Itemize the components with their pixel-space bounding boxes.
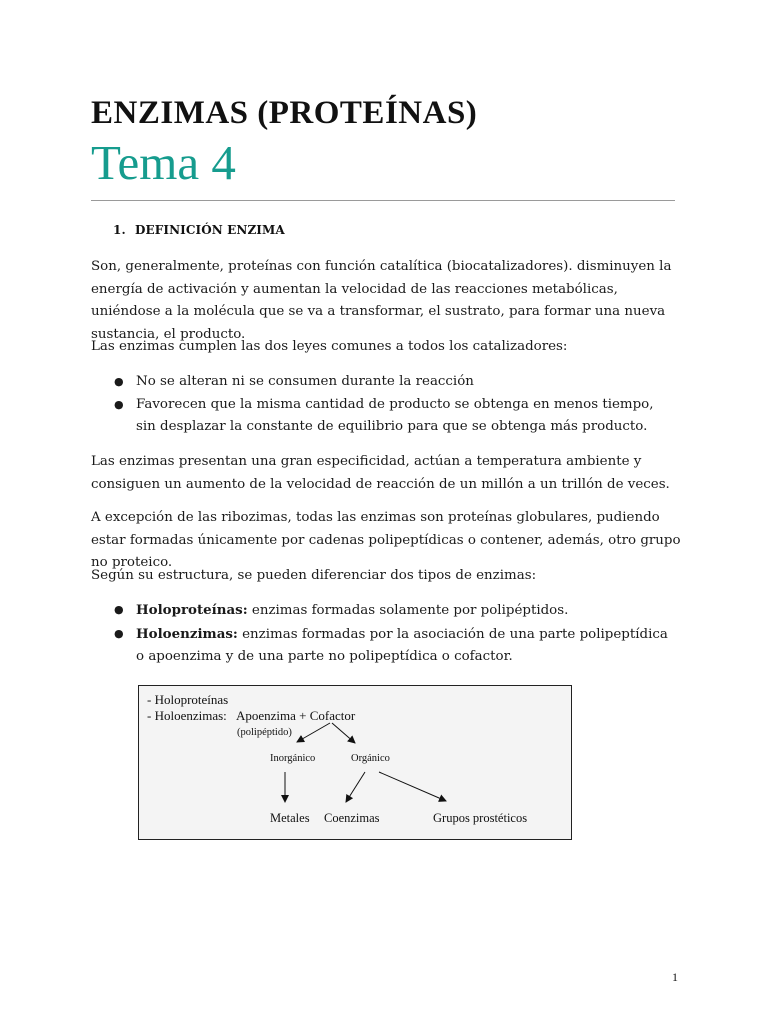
section-number: 1. (113, 223, 126, 237)
arrow-to-grupos (379, 772, 446, 801)
diagram-apoenzima-cofactor: Apoenzima + Cofactor (236, 708, 356, 723)
enzyme-classification-diagram (138, 685, 572, 840)
bullet-icon: ● (114, 626, 124, 640)
arrow-to-inorganico (297, 723, 330, 742)
list-item (113, 599, 673, 623)
diagram-holoenzimas-label: - Holoenzimas: (147, 708, 227, 723)
list-item (113, 371, 673, 394)
bullet-icon: ● (114, 603, 124, 616)
arrow-to-coenzimas (346, 772, 365, 802)
diagram-coenzimas: Coenzimas (324, 811, 380, 825)
document-subtitle: Tema 4 (91, 135, 236, 190)
paragraph-definition: Son, generalmente, proteínas con función catalítica (biocatalizadores). disminuyen la energía de activación y aumentan la velocidad de las reacciones metabólicas, uniéndose a la molécula que se va a transformar, el sustrato, para formar una nueva sustancia, el producto. (91, 259, 672, 342)
diagram-inorganico: Inorgánico (270, 753, 316, 764)
diagram-metales: Metales (270, 811, 310, 825)
laws-list (113, 371, 673, 439)
list-item (113, 394, 673, 439)
list-item (113, 623, 673, 669)
arrow-to-organico (332, 723, 355, 743)
paragraph-specificity: Las enzimas presentan una gran especificidad, actúan a temperatura ambiente y consiguen un aumento de la velocidad de reacción de un millón a un trillón de veces. (91, 454, 670, 492)
bullet-icon: ● (114, 375, 124, 388)
bullet-icon: ● (114, 397, 124, 411)
list-item-text: Favorecen que la misma cantidad de producto se obtenga en menos tiempo, sin desplazar la constante de equilibrio para que se obtenga más producto. (136, 396, 654, 434)
types-list (113, 599, 673, 669)
title-divider (91, 200, 675, 201)
term-holoproteinas: Holoproteínas: (136, 602, 248, 618)
diagram-organico: Orgánico (351, 753, 390, 764)
diagram-polipeptido: (polipéptido) (237, 727, 292, 738)
section-title: DEFINICIÓN ENZIMA (135, 223, 285, 237)
term-holoenzimas: Holoenzimas: (136, 625, 238, 642)
diagram-holoproteinas-label: - Holoproteínas (147, 692, 229, 707)
document-title: ENZIMAS (PROTEÍNAS) (91, 95, 478, 131)
term-description: enzimas formadas solamente por polipéptidos. (247, 603, 569, 618)
paragraph-ribozymes: A excepción de las ribozimas, todas las enzimas son proteínas globulares, pudiendo estar formadas únicamente por cadenas polipeptídicas o contener, además, otro grupo no proteico. (91, 510, 681, 570)
term-description: enzimas formadas por la asociación de una parte polipeptídica o apoenzima y de una parte no polipeptídica o cofactor. (136, 626, 668, 664)
page-number: 1 (672, 970, 678, 984)
section-heading (113, 223, 285, 237)
paragraph-laws-intro: Las enzimas cumplen las dos leyes comunes a todos los catalizadores: (91, 339, 568, 354)
paragraph-types-intro: Según su estructura, se pueden diferenciar dos tipos de enzimas: (91, 568, 537, 583)
list-item-text: No se alteran ni se consumen durante la reacción (136, 374, 474, 389)
diagram-canvas (139, 686, 571, 839)
diagram-grupos-prosteticos: Grupos prostéticos (433, 811, 528, 825)
